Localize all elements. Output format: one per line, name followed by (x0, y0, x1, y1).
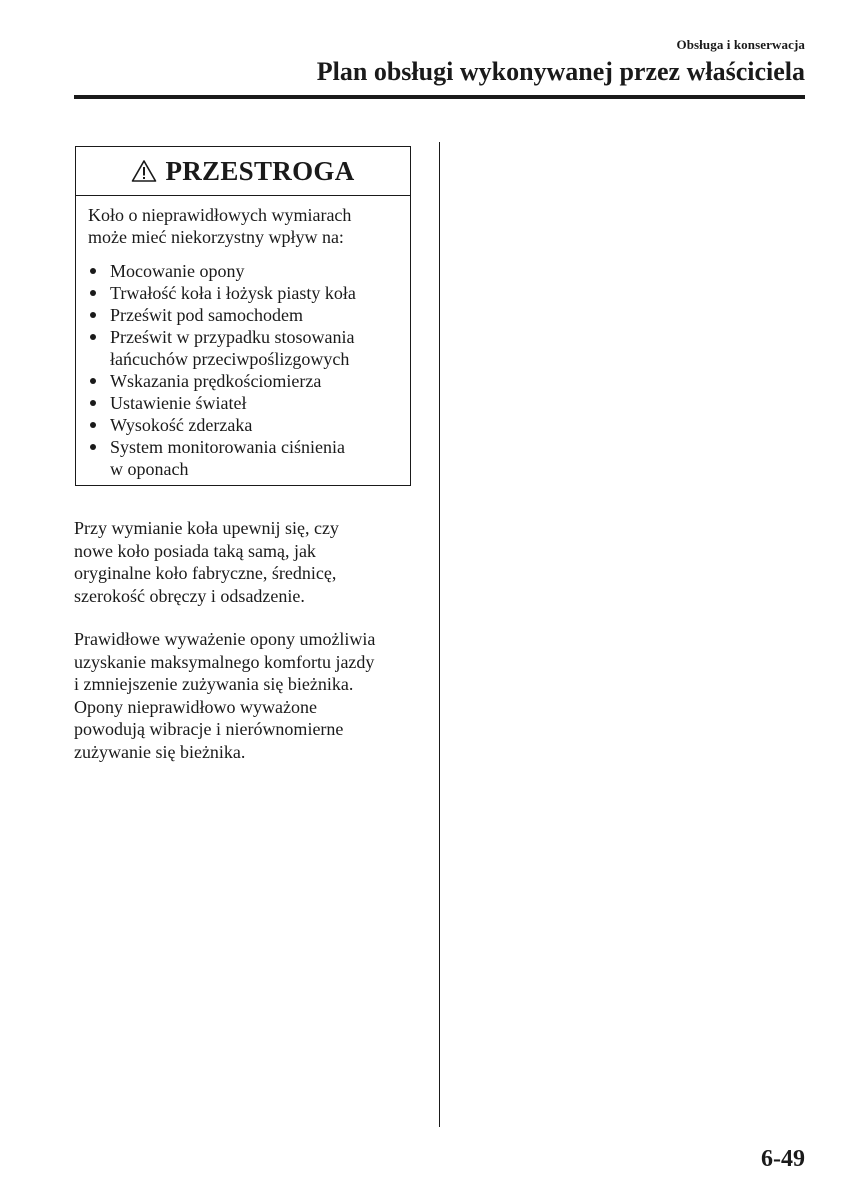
paragraph-line: Przy wymianie koła upewnij się, czy (74, 518, 339, 538)
list-item-text: Trwałość koła i łożysk piasty koła (110, 283, 356, 303)
caution-list (88, 260, 398, 480)
list-item (88, 304, 398, 326)
paragraph-line: oryginalne koło fabryczne, średnicę, (74, 563, 337, 583)
paragraph-line: Opony nieprawidłowo wyważone (74, 696, 317, 717)
paragraph-line: i zmniejszenie zużywania się bieżnika. (74, 674, 354, 694)
paragraph-balancing (74, 628, 424, 763)
paragraph-line: uzyskanie maksymalnego komfortu jazdy (74, 651, 375, 672)
title-rule (74, 95, 805, 99)
page-title: Plan obsługi wykonywanej przez właściciela (316, 57, 805, 86)
list-item (88, 370, 398, 392)
list-item (88, 414, 398, 436)
paragraph-line: szerokość obręczy i odsadzenie. (74, 585, 305, 606)
list-item-text: Ustawienie świateł (110, 393, 247, 413)
list-item (88, 326, 398, 370)
paragraph-line: zużywanie się bieżnika. (74, 741, 246, 762)
paragraph-line: powodują wibracje i nierównomierne (74, 719, 344, 739)
paragraph-line: Prawidłowe wyważenie opony umożliwia (74, 629, 376, 649)
list-item-text: Wskazania prędkościomierza (110, 371, 322, 391)
section-label: Obsługa i konserwacja (676, 37, 805, 52)
list-item (88, 436, 398, 480)
list-item (88, 282, 398, 304)
list-item-text: w oponach (110, 459, 189, 479)
list-item-text: Mocowanie opony (110, 261, 245, 281)
column-divider (439, 142, 440, 1127)
list-item-text: łańcuchów przeciwpoślizgowych (110, 349, 350, 369)
list-item-text: Wysokość zderzaka (110, 415, 253, 435)
list-item-text: Prześwit pod samochodem (110, 305, 303, 325)
paragraph-line: nowe koło posiada taką samą, jak (74, 540, 316, 561)
caution-intro-line: może mieć niekorzystny wpływ na: (88, 227, 344, 247)
list-item-text: Prześwit w przypadku stosowania (110, 327, 355, 347)
list-item-text: System monitorowania ciśnienia (110, 437, 345, 457)
caution-box (75, 146, 411, 486)
page-number: 6-49 (761, 1146, 805, 1172)
list-item (88, 392, 398, 414)
caution-intro-line: Koło o nieprawidłowych wymiarach (88, 205, 352, 225)
caution-body (76, 196, 410, 480)
paragraph-wheel-replacement (74, 517, 424, 607)
warning-triangle-icon (131, 159, 157, 183)
caution-header (76, 147, 410, 196)
caution-intro (88, 204, 398, 248)
caution-title: PRZESTROGA (165, 155, 355, 186)
list-item (88, 260, 398, 282)
